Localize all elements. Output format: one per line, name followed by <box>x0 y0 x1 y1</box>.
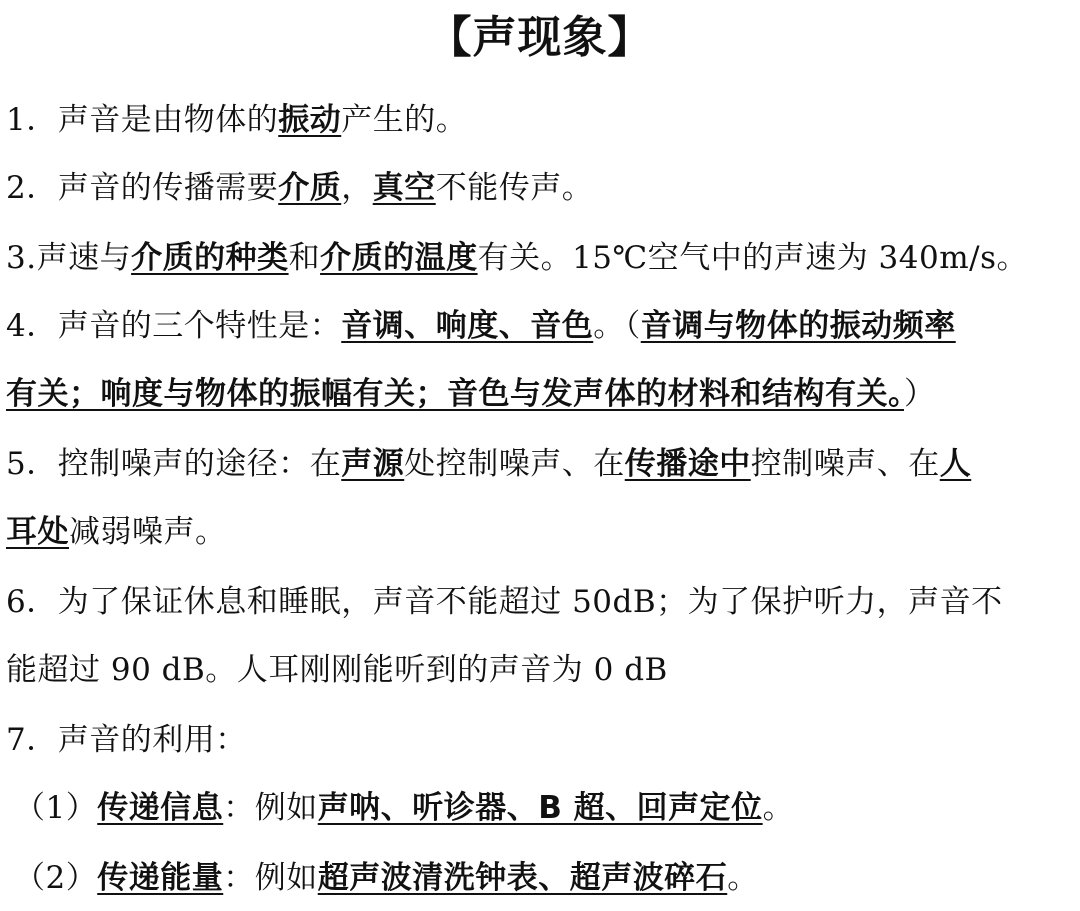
key-term-info-examples: 声呐、听诊器、B 超、回声定位 <box>317 790 763 826</box>
point-4-continuation-line <box>6 372 1076 416</box>
point-4-paren-close: ） <box>904 376 936 412</box>
key-term-human-ear-end: 耳处 <box>6 514 69 550</box>
key-term-transfer-info: 传递信息 <box>97 790 224 826</box>
point-5-text-end: 减弱噪声。 <box>69 514 227 550</box>
key-term-medium-type: 介质的种类 <box>131 240 289 276</box>
point-1-line <box>6 98 1076 142</box>
point-5-text-mid: 处控制噪声、在 <box>404 446 625 482</box>
sub-2-period: 。 <box>727 860 759 896</box>
point-7-sub-2-line <box>14 856 1080 900</box>
sub-2-number: （2） <box>14 860 98 896</box>
key-term-medium: 介质 <box>278 170 342 206</box>
point-6-text: 6．为了保证休息和睡眠，声音不能超过 50dB；为了保护听力，声音不 <box>6 584 1003 620</box>
key-term-human-ear-start: 人 <box>939 446 972 482</box>
key-term-sound-source: 声源 <box>341 446 405 482</box>
point-4-line <box>6 304 1076 348</box>
point-3-text-end: 有关。15℃空气中的声速为 340m/s。 <box>477 240 1028 276</box>
point-4-text: 4．声音的三个特性是： <box>6 308 342 344</box>
point-5-text-mid-2: 控制噪声、在 <box>750 446 940 482</box>
point-5-text: 5．控制噪声的途径：在 <box>6 446 342 482</box>
sub-1-period: 。 <box>762 790 795 826</box>
point-1-text-end: 产生的。 <box>341 102 468 138</box>
point-6-continuation-line <box>6 648 1076 692</box>
point-3-and: 和 <box>288 240 321 276</box>
sub-2-example-label: ：例如 <box>223 860 318 896</box>
point-6-text-end: 能超过 90 dB。人耳刚刚能听到的声音为 0 dB <box>6 652 668 688</box>
key-term-pitch-frequency: 音调与物体的振动频率 <box>640 308 956 344</box>
point-6-line <box>6 580 1076 624</box>
sub-1-example-label: ：例如 <box>223 790 318 826</box>
key-term-loudness-timbre: 有关；响度与物体的振幅有关；音色与发声体的材料和结构有关。 <box>6 376 904 412</box>
point-3-line <box>6 236 1076 280</box>
point-2-comma: ， <box>341 170 373 206</box>
point-2-text-end: 不能传声。 <box>435 170 594 206</box>
point-7-sub-1-line <box>14 786 1080 830</box>
page-title: 【声现象】 <box>427 12 653 63</box>
key-term-vibration: 振动 <box>278 102 342 138</box>
sub-1-number: （1） <box>14 790 98 826</box>
point-5-continuation-line <box>6 510 1076 554</box>
point-3-text: 3.声速与 <box>6 240 132 276</box>
key-term-energy-examples: 超声波清洗钟表、超声波碎石 <box>317 860 728 896</box>
point-2-line <box>6 166 1076 210</box>
key-term-vacuum: 真空 <box>372 170 436 206</box>
point-2-text: 2．声音的传播需要 <box>6 170 279 206</box>
point-4-paren-open: 。（ <box>593 308 641 344</box>
point-1-text: 1．声音是由物体的 <box>6 102 279 138</box>
key-term-medium-temperature: 介质的温度 <box>320 240 478 276</box>
point-5-line <box>6 442 1076 486</box>
key-term-propagation-path: 传播途中 <box>624 446 751 482</box>
point-7-line <box>6 718 1076 762</box>
key-term-transfer-energy: 传递能量 <box>97 860 224 896</box>
point-7-text: 7．声音的利用： <box>6 722 247 758</box>
key-term-three-characteristics: 音调、响度、音色 <box>341 308 594 344</box>
